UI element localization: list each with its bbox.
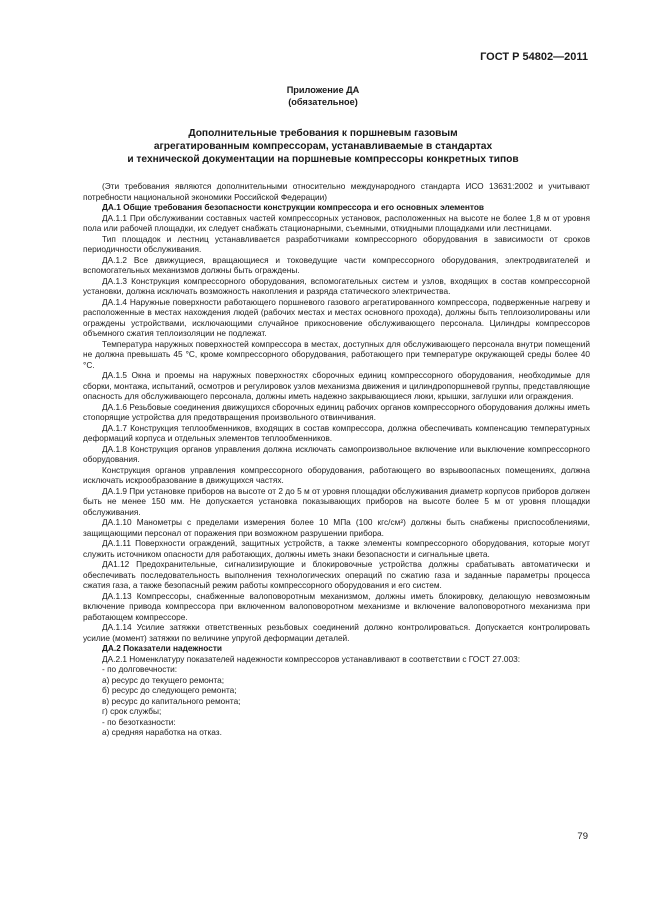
paragraph: ДА.1.2 Все движущиеся, вращающиеся и токоведущие части компрессорного оборудования, электродвигателей и вспомогательных механизмов должны быть ограждены.: [83, 254, 590, 275]
section-heading-da1: ДА.1 Общие требования безопасности конструкции компрессора и его основных элементов: [102, 202, 485, 212]
paragraph: ДА.1.13 Компрессоры, снабженные валоповоротным механизмом, должны иметь блокировку, делающую невозможным включение привода компрессора при включенном валоповоротном механизме и включение валоповоротного механизма при работающем компрессоре.: [83, 590, 590, 622]
paragraph: ДА.1.7 Конструкция теплообменников, входящих в состав компрессора, должна обеспечивать компенсацию температурных деформаций корпуса и отдельных элементов теплообменников.: [83, 422, 590, 443]
paragraph: ДА.1.6 Резьбовые соединения движущихся сборочных единиц рабочих органов компрессорного оборудования должны иметь стопорящие устройства для предотвращения произвольного отвинчивания.: [83, 401, 590, 422]
annex-status: (обязательное): [288, 97, 358, 107]
page-number: 79: [577, 831, 588, 842]
paragraph: ДА.1.3 Конструкция компрессорного оборудования, вспомогательных систем и узлов, входящих в состав компрессорной установки, должна исключать возможность накопления и разряда статического электричества.: [83, 275, 590, 296]
list-item: а) средняя наработка на отказ.: [102, 727, 222, 737]
paragraph: Конструкция органов управления компрессорного оборудования, работающего во взрывоопасных помещениях, должна исключать искрообразование в движущихся частях.: [83, 464, 590, 485]
heading-line-1: Дополнительные требования к поршневым газовым: [188, 128, 458, 139]
annex-header: [0, 84, 646, 108]
list-item: б) ресурс до следующего ремонта;: [102, 685, 237, 695]
note-paragraph: (Эти требования являются дополнительными относительно международного стандарта ИСО 13631:2002 и учитывают потребности национальной экономики Российской Федерации): [83, 181, 590, 202]
paragraph: ДА.1.1 При обслуживании составных частей компрессорных установок, расположенных на высоте не более 1,8 м от уровня пола или рабочей площадки, их следует снабжать стационарными, съемными, откидными площадками или лестницами.: [83, 212, 590, 233]
paragraph: ДА.1.5 Окна и проемы на наружных поверхностях сборочных единиц компрессорного оборудования, необходимые для сборки, монтажа, испытаний, осмотров и регулировок узлов механизма движения и цилиндропоршневой группы, представляющие опасность для обслуживающего персонала, должны иметь надежно закрывающиеся люки, крышки, заглушки или ограждения.: [83, 370, 590, 401]
paragraph: Тип площадок и лестниц устанавливается разработчиками компрессорного оборудования в зависимости от сроков периодичности обслуживания.: [83, 233, 590, 254]
section-heading-da2: ДА.2 Показатели надежности: [102, 643, 223, 653]
paragraph: ДА.2.1 Номенклатуру показателей надежности компрессоров устанавливают в соответствии с ГОСТ 27.003:: [102, 653, 521, 664]
paragraph: ДА.1.8 Конструкция органов управления должна исключать самопроизвольное включение или выключение компрессорного оборудования.: [83, 443, 590, 464]
standard-designation: ГОСТ Р 54802—2011: [480, 51, 588, 63]
body-text: [83, 181, 590, 738]
paragraph: ДА1.12 Предохранительные, сигнализирующие и блокировочные устройства должны срабатывать автоматически и обеспечивать последовательность выполнения технологических операций по сжатию газа и заданные параметры процесса сжатия газа, а также безопасный режим работы компрессорного оборудования и его систем.: [83, 559, 590, 590]
paragraph: ДА.1.14 Усилие затяжки ответственных резьбовых соединений должно контролироваться. Допускается контролировать усилие (момент) затяжки по величине упругой деформации деталей.: [83, 622, 590, 643]
paragraph: ДА.1.10 Манометры с пределами измерения более 10 МПа (100 кгс/см²) должны быть снабжены приспособлениями, защищающими персонал от поражения при возможном разрушении прибора.: [83, 517, 590, 538]
annex-heading: [60, 127, 586, 166]
list-item: - по безотказности:: [102, 716, 176, 727]
heading-line-2: агрегатированным компрессорам, устанавливаемые в стандартах: [153, 141, 493, 152]
paragraph: ДА.1.11 Поверхности ограждений, защитных устройств, а также элементы компрессорного оборудования, которые могут служить источником опасности для работающих, должны иметь знаки безопасности и сигнальные цвета.: [83, 538, 590, 559]
list-item: г) срок службы;: [102, 706, 162, 716]
list-item: в) ресурс до капитального ремонта;: [102, 695, 241, 706]
list-item: - по долговечности:: [102, 664, 178, 674]
annex-title: Приложение ДА: [286, 85, 360, 95]
paragraph: ДА.1.9 При установке приборов на высоте от 2 до 5 м от уровня площадки обслуживания диаметр корпусов приборов должен быть не менее 150 мм. Не допускается установка показывающих приборов на высоте более 5 м от уровня площадки обслуживания.: [83, 485, 590, 517]
paragraph: ДА.1.4 Наружные поверхности работающего поршневого газового агрегатированного компрессора, подверженные нагреву и расположенные в местах нахождения людей (рабочих местах и местах основного прохода), должны быть теплоизолированы или ограждены устройствами, исключающими случайное прикосновение обслуживающего персонала. Цилиндры компрессоров объемного сжатия теплоизоляции не подлежат.: [83, 296, 590, 338]
heading-line-3: и технической документации на поршневые компрессоры конкретных типов: [127, 154, 519, 165]
paragraph: Температура наружных поверхностей компрессора в местах, доступных для обслуживающего персонала внутри помещений не должна превышать 45 °С, кроме компрессорного оборудования, работающего при температуре окружающей среды более 40 °С.: [83, 338, 590, 370]
list-item: а) ресурс до текущего ремонта;: [102, 674, 225, 685]
